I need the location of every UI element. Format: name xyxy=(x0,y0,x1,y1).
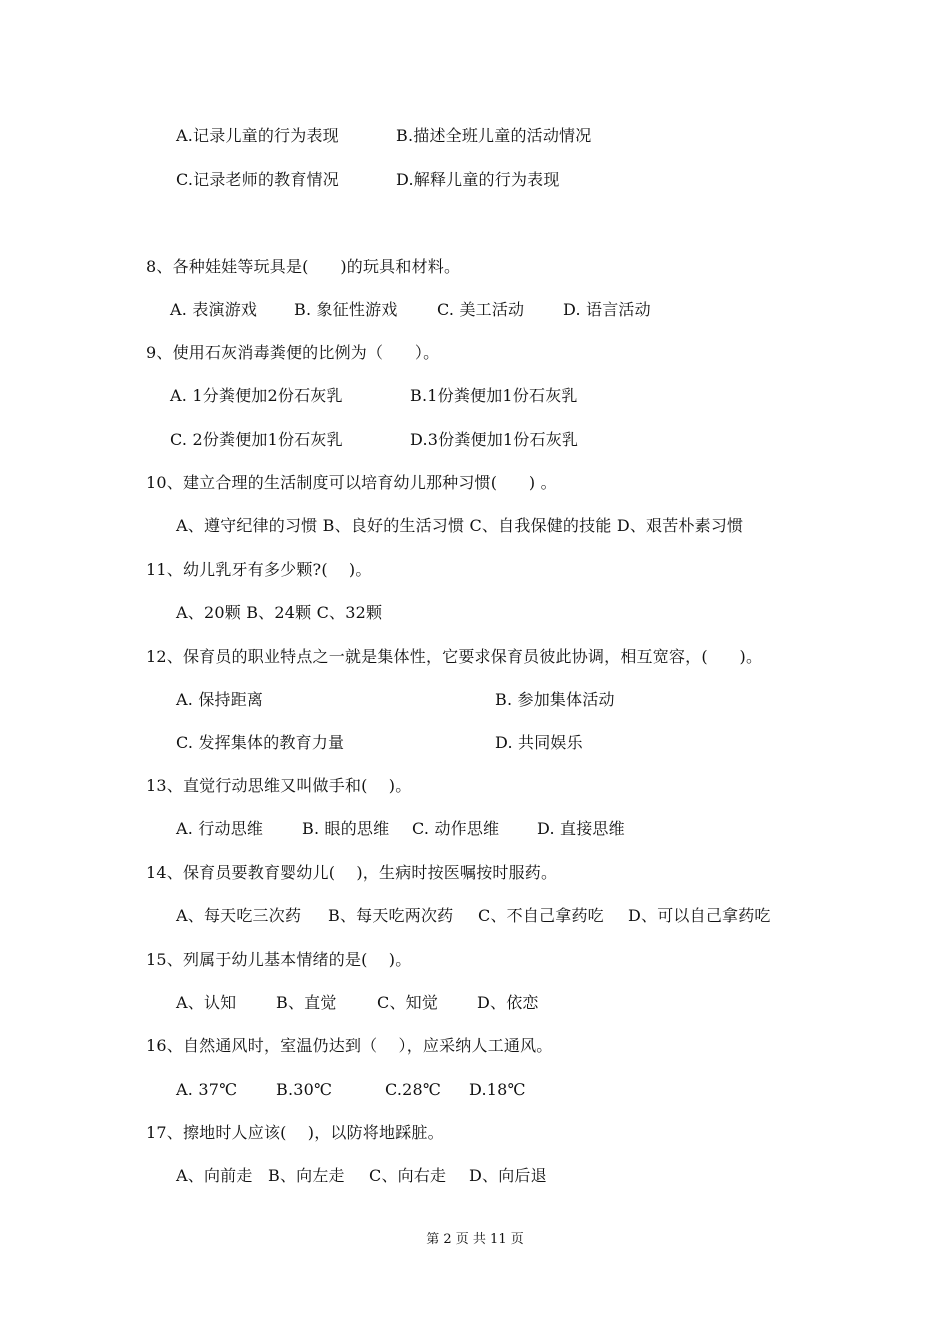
option-q13-b: B. 眼的思维 xyxy=(302,819,390,838)
option-q14-d: D、可以自己拿药吃 xyxy=(628,906,771,925)
option-q7-b: B.描述全班儿童的活动情况 xyxy=(396,126,592,145)
option-q16-d: D.18℃ xyxy=(469,1080,526,1099)
question-14: 14、保育员要教育婴幼儿( )，生病时按医嘱按时服药。 xyxy=(146,863,558,882)
option-q8-b: B. 象征性游戏 xyxy=(294,300,398,319)
option-q12-d: D. 共同娱乐 xyxy=(495,733,583,752)
option-q15-c: C、知觉 xyxy=(377,993,439,1012)
option-q17-d: D、向后退 xyxy=(469,1166,547,1185)
page-number: 第 2 页 共 11 页 xyxy=(426,1232,524,1247)
option-q12-a: A. 保持距离 xyxy=(176,690,264,709)
option-q15-a: A、认知 xyxy=(176,993,237,1012)
option-q9-d: D.3份粪便加1份石灰乳 xyxy=(410,430,579,449)
option-q7-a: A.记录儿童的行为表现 xyxy=(176,126,339,145)
option-q17-c: C、向右走 xyxy=(369,1166,447,1185)
option-q14-b: B、每天吃两次药 xyxy=(328,906,454,925)
option-q7-c: C.记录老师的教育情况 xyxy=(176,170,339,189)
question-13: 13、直觉行动思维又叫做手和( )。 xyxy=(146,776,412,795)
option-q9-a: A. 1分粪便加2份石灰乳 xyxy=(170,386,343,405)
question-11: 11、幼儿乳牙有多少颗?( )。 xyxy=(146,560,372,579)
option-q17-b: B、向左走 xyxy=(268,1166,345,1185)
option-q14-c: C、不自己拿药吃 xyxy=(478,906,604,925)
question-15: 15、列属于幼儿基本情绪的是( )。 xyxy=(146,950,412,969)
option-q16-a: A. 37℃ xyxy=(176,1080,238,1099)
option-q17-a: A、向前走 xyxy=(176,1166,253,1185)
option-q13-c: C. 动作思维 xyxy=(412,819,500,838)
option-q8-a: A. 表演游戏 xyxy=(170,300,258,319)
option-q15-b: B、直觉 xyxy=(276,993,337,1012)
option-q8-d: D. 语言活动 xyxy=(563,300,651,319)
option-q15-d: D、依恋 xyxy=(477,993,539,1012)
option-q9-c: C. 2份粪便加1份石灰乳 xyxy=(170,430,343,449)
question-8: 8、各种娃娃等玩具是( )的玩具和材料。 xyxy=(146,257,461,276)
option-q10-all: A、遵守纪律的习惯 B、良好的生活习惯 C、自我保健的技能 D、艰苦朴素习惯 xyxy=(176,516,744,535)
option-q13-d: D. 直接思维 xyxy=(537,819,625,838)
option-q12-c: C. 发挥集体的教育力量 xyxy=(176,733,345,752)
question-16: 16、自然通风时，室温仍达到（ ），应采纳人工通风。 xyxy=(146,1036,553,1055)
option-q13-a: A. 行动思维 xyxy=(176,819,264,838)
option-q14-a: A、每天吃三次药 xyxy=(176,906,302,925)
option-q11-all: A、20颗 B、24颗 C、32颗 xyxy=(176,603,383,622)
option-q12-b: B. 参加集体活动 xyxy=(495,690,615,709)
option-q8-c: C. 美工活动 xyxy=(437,300,525,319)
question-9: 9、使用石灰消毒粪便的比例为（ ）。 xyxy=(146,343,440,362)
option-q9-b: B.1份粪便加1份石灰乳 xyxy=(410,386,578,405)
option-q7-d: D.解释儿童的行为表现 xyxy=(396,170,560,189)
question-12: 12、保育员的职业特点之一就是集体性，它要求保育员彼此协调，相互宽容，( )。 xyxy=(146,647,763,666)
option-q16-b: B.30℃ xyxy=(276,1080,333,1099)
question-10: 10、建立合理的生活制度可以培育幼儿那种习惯( ) 。 xyxy=(146,473,557,492)
option-q16-c: C.28℃ xyxy=(385,1080,442,1099)
question-17: 17、擦地时人应该( )，以防将地踩脏。 xyxy=(146,1123,444,1142)
